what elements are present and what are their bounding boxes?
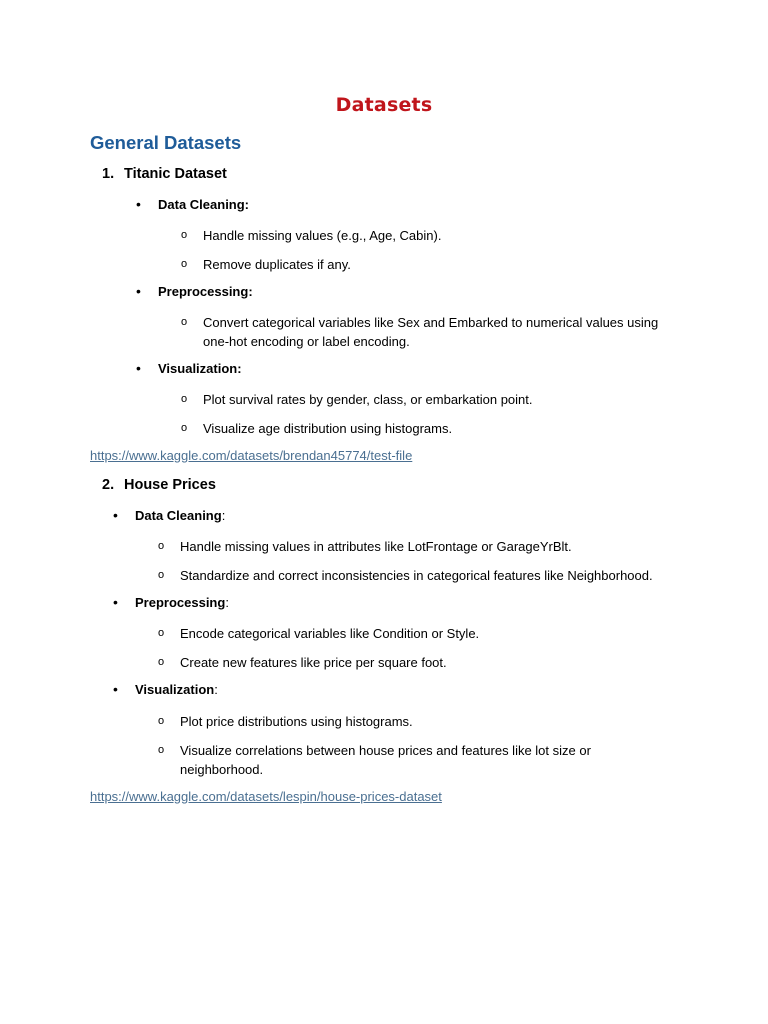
- list-item-text: Handle missing values (e.g., Age, Cabin).: [203, 228, 442, 243]
- bullet-icon: •: [136, 196, 141, 212]
- circle-bullet-icon: o: [181, 258, 188, 270]
- list-item-text: Create new features like price per square foot.: [180, 655, 447, 670]
- bullet-icon: •: [136, 360, 141, 376]
- bullet-icon: •: [136, 283, 141, 299]
- circle-bullet-icon: o: [158, 627, 165, 639]
- circle-bullet-icon: o: [158, 715, 165, 727]
- bullet-label: Data Cleaning: [135, 508, 222, 523]
- dataset-name: House Prices: [124, 477, 216, 493]
- list-item-text: Visualize correlations between house prices and features like lot size or neighborhood.: [180, 743, 591, 777]
- list-item-text: Convert categorical variables like Sex and Embarked to numerical values using one-hot encoding or label encoding.: [203, 315, 659, 349]
- list-number: 2.: [102, 477, 115, 493]
- list-number: 1.: [102, 166, 115, 182]
- circle-bullet-icon: o: [181, 229, 188, 241]
- circle-bullet-icon: o: [158, 744, 165, 756]
- bullet-label: Data Cleaning:: [158, 197, 250, 212]
- page-title: Datasets: [335, 94, 433, 116]
- bullet-label: Visualization: [135, 682, 215, 697]
- list-item-text: Remove duplicates if any.: [203, 257, 351, 272]
- list-item-text: Encode categorical variables like Condition or Style.: [180, 626, 480, 641]
- list-item-text: Visualize age distribution using histograms.: [203, 421, 453, 436]
- dataset-link-house-prices[interactable]: https://www.kaggle.com/datasets/lespin/house-prices-dataset: [90, 789, 442, 804]
- circle-bullet-icon: o: [181, 316, 188, 328]
- bullet-icon: •: [113, 507, 118, 523]
- bullet-icon: •: [113, 594, 118, 610]
- circle-bullet-icon: o: [181, 422, 188, 434]
- bullet-label-suffix: :: [221, 508, 226, 523]
- bullet-label: Preprocessing: [135, 595, 226, 610]
- section-heading: General Datasets: [90, 132, 242, 153]
- circle-bullet-icon: o: [158, 540, 165, 552]
- bullet-label: Preprocessing:: [158, 284, 253, 299]
- circle-bullet-icon: o: [158, 569, 165, 581]
- circle-bullet-icon: o: [181, 393, 188, 405]
- list-item-text: Plot price distributions using histograms.: [180, 714, 413, 729]
- bullet-label-suffix: :: [225, 595, 229, 610]
- list-item-text: Handle missing values in attributes like LotFrontage or GarageYrBlt.: [180, 539, 572, 554]
- bullet-label-suffix: :: [214, 682, 218, 697]
- circle-bullet-icon: o: [158, 656, 165, 668]
- dataset-link-titanic[interactable]: https://www.kaggle.com/datasets/brendan45774/test-file: [90, 448, 413, 463]
- list-item-text: Standardize and correct inconsistencies in categorical features like Neighborhood.: [180, 568, 653, 583]
- bullet-icon: •: [113, 681, 118, 697]
- dataset-name: Titanic Dataset: [124, 166, 227, 182]
- list-item-text: Plot survival rates by gender, class, or embarkation point.: [203, 392, 533, 407]
- bullet-label: Visualization:: [158, 361, 242, 376]
